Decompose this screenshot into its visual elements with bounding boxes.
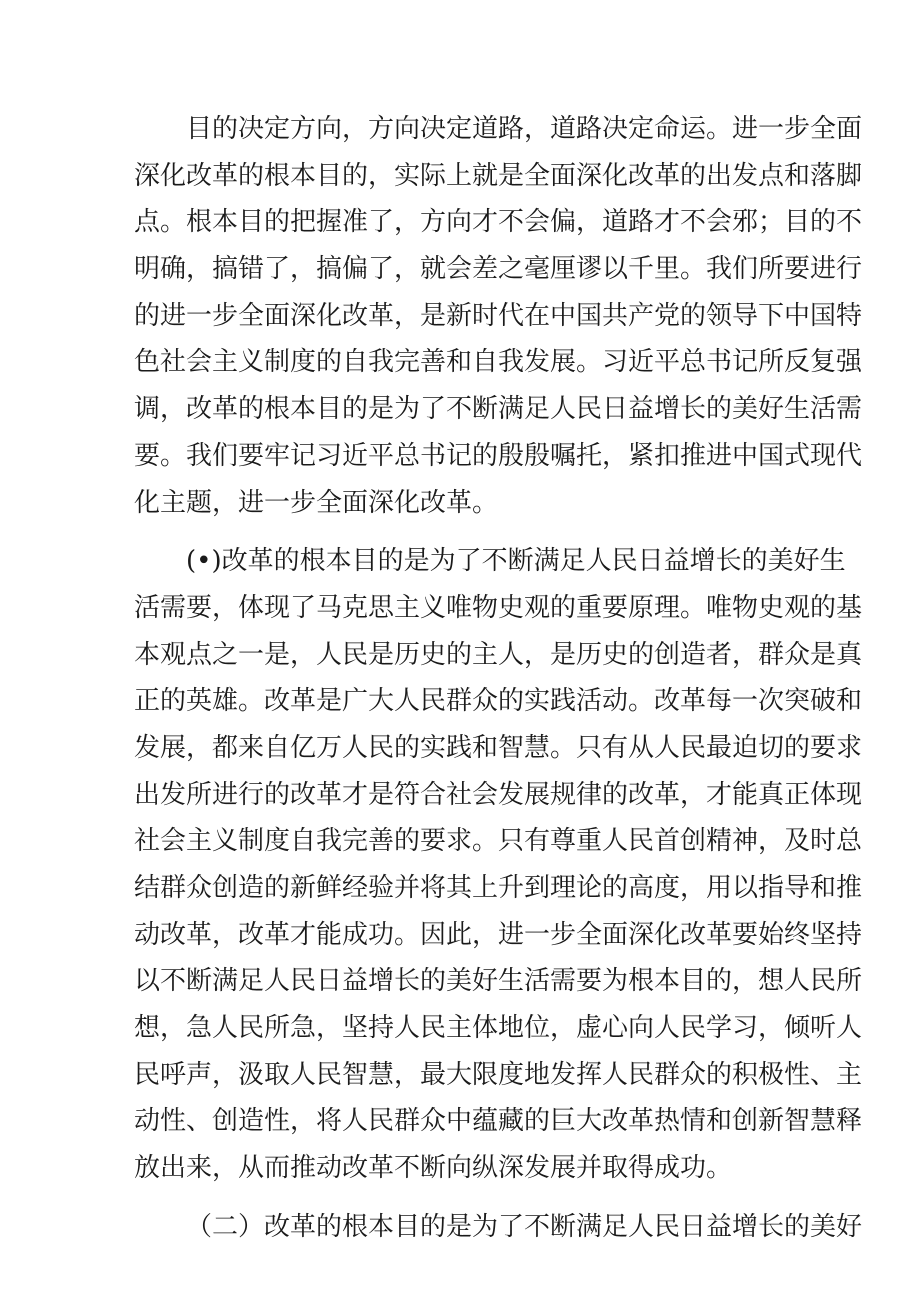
paragraph-intro <box>134 106 863 526</box>
paragraph-line: 要。我们要牢记习近平总书记的殷殷嘱托，紧扣推进中国式现代 <box>134 440 863 471</box>
paragraph-line: 出发所进行的改革才是符合社会发展规律的改革，才能真正体现 <box>134 779 863 810</box>
paragraph-line: 明确，搞错了，搞偏了，就会差之毫厘谬以千里。我们所要进行 <box>134 254 863 285</box>
paragraph-line: 社会主义制度自我完善的要求。只有尊重人民首创精神，及时总 <box>134 826 863 857</box>
paragraph-line: 色社会主义制度的自我完善和自我发展。习近平总书记所反复强 <box>134 347 863 378</box>
paragraph-gap <box>134 1192 794 1204</box>
paragraph-line: 的进一步全面深化改革，是新时代在中国共产党的领导下中国特 <box>134 300 863 331</box>
paragraph-line: 动性、创造性，将人民群众中蕴藏的巨大改革热情和创新智慧释 <box>134 1106 863 1137</box>
paragraph-line: 活需要，体现了马克思主义唯物史观的重要原理。唯物史观的基 <box>134 592 863 623</box>
paragraph-line: 放出来，从而推动改革不断向纵深发展并取得成功。 <box>134 1153 733 1184</box>
paragraph-line: 想，急人民所急，坚持人民主体地位，虚心向人民学习，倾听人 <box>134 1013 863 1044</box>
paragraph-line: 结群众创造的新鲜经验并将其上升到理论的高度，用以指导和推 <box>134 873 863 903</box>
paragraph-line: 以不断满足人民日益增长的美好生活需要为根本目的，想人民所 <box>134 966 863 997</box>
paragraph-section-2 <box>134 1204 863 1251</box>
paragraph-line: 正的英雄。改革是广大人民群众的实践活动。改革每一次突破和 <box>134 686 863 717</box>
paragraph-line: 本观点之一是，人民是历史的主人，是历史的创造者，群众是真 <box>134 639 863 670</box>
paragraph-line: 动改革，改革才能成功。因此，进一步全面深化改革要始终坚持 <box>134 919 863 950</box>
section-heading-line: (•)改革的根本目的是为了不断满足人民日益增长的美好生 <box>186 546 846 577</box>
document-body <box>134 106 863 1251</box>
paragraph-line: 目的决定方向，方向决定道路，道路决定命运。进一步全面 <box>186 114 863 144</box>
paragraph-line: 化主题，进一步全面深化改革。 <box>134 487 499 518</box>
paragraph-section-1 <box>134 538 863 1192</box>
paragraph-line: 发展，都来自亿万人民的实践和智慧。只有从人民最迫切的要求 <box>134 732 863 763</box>
paragraph-line: 民呼声，汲取人民智慧，最大限度地发挥人民群众的积极性、主 <box>134 1059 863 1090</box>
paragraph-gap <box>134 526 794 538</box>
paragraph-line: 调，改革的根本目的是为了不断满足人民日益增长的美好生活需 <box>134 394 863 425</box>
section-heading-line: （二）改革的根本目的是为了不断满足人民日益增长的美好 <box>186 1211 863 1242</box>
paragraph-line: 深化改革的根本目的，实际上就是全面深化改革的出发点和落脚 <box>134 160 863 191</box>
paragraph-line: 点。根本目的把握准了，方向才不会偏，道路才不会邪；目的不 <box>134 207 863 238</box>
